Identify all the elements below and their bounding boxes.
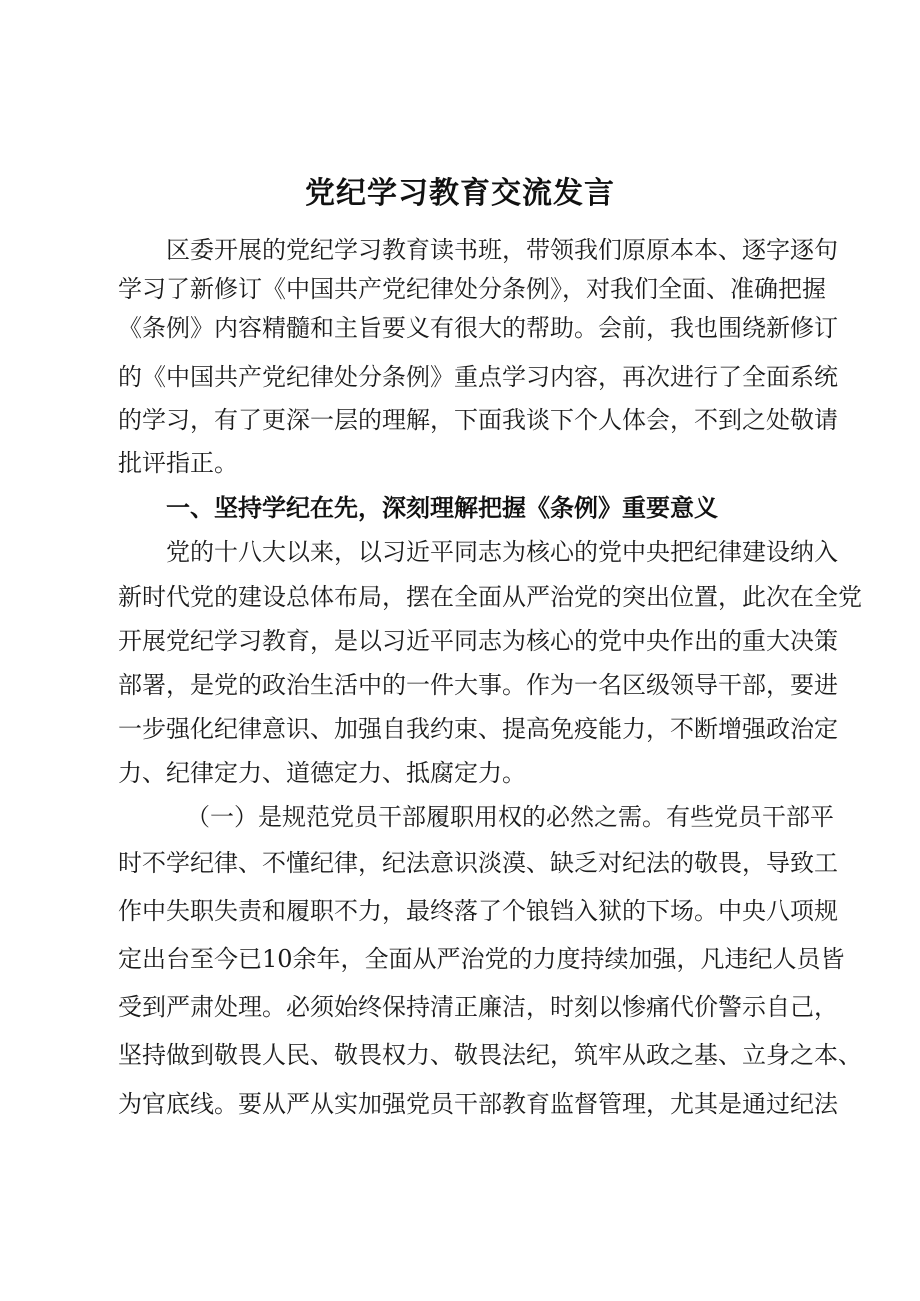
paragraph-line: 力、纪律定力、道德定力、抵腐定力。 xyxy=(118,759,526,787)
paragraph-line: 为官底线。要从严从实加强党员干部教育监督管理，尤其是通过纪法 xyxy=(118,1090,838,1118)
paragraph-line: 开展党纪学习教育，是以习近平同志为核心的党中央作出的重大决策 xyxy=(118,627,838,655)
paragraph-line: 部署，是党的政治生活中的一件大事。作为一名区级领导干部，要进 xyxy=(118,671,838,699)
paragraph-line: 区委开展的党纪学习教育读书班，带领我们原原本本、逐字逐句 xyxy=(166,236,838,264)
paragraph-line: 定出台至今已10余年，全面从严治党的力度持续加强，凡违纪人员皆 xyxy=(118,945,845,973)
paragraph-line: 时不学纪律、不懂纪律，纪法意识淡漠、缺乏对纪法的敬畏，导致工 xyxy=(118,849,838,877)
paragraph-line: 坚持做到敬畏人民、敬畏权力、敬畏法纪，筑牢从政之基、立身之本、 xyxy=(118,1041,862,1069)
paragraph-line: （一）是规范党员干部履职用权的必然之需。有些党员干部平 xyxy=(186,803,834,831)
paragraph-line: 学习了新修订《中国共产党纪律处分条例》，对我们全面、准确把握 xyxy=(118,275,826,303)
document-title: 党纪学习教育交流发言 xyxy=(305,176,615,211)
paragraph-line: 新时代党的建设总体布局，摆在全面从严治党的突出位置，此次在全党 xyxy=(118,583,862,611)
paragraph-line: 受到严肃处理。必须始终保持清正廉洁，时刻以惨痛代价警示自己， xyxy=(118,993,838,1021)
paragraph-line: 的《中国共产党纪律处分条例》重点学习内容，再次进行了全面系统 xyxy=(118,363,838,391)
paragraph-line: 批评指正。 xyxy=(118,449,238,477)
paragraph-line: 的学习，有了更深一层的理解，下面我谈下个人体会，不到之处敬请 xyxy=(118,406,838,434)
paragraph-line: 党的十八大以来，以习近平同志为核心的党中央把纪律建设纳入 xyxy=(166,538,838,566)
section-heading: 一、坚持学纪在先，深刻理解把握《条例》重要意义 xyxy=(166,494,718,522)
paragraph-line: 作中失职失责和履职不力，最终落了个锒铛入狱的下场。中央八项规 xyxy=(118,897,838,925)
paragraph-line: 《条例》内容精髓和主旨要义有很大的帮助。会前，我也围绕新修订 xyxy=(118,314,838,342)
paragraph-line: 一步强化纪律意识、加强自我约束、提高免疫能力，不断增强政治定 xyxy=(118,715,838,743)
